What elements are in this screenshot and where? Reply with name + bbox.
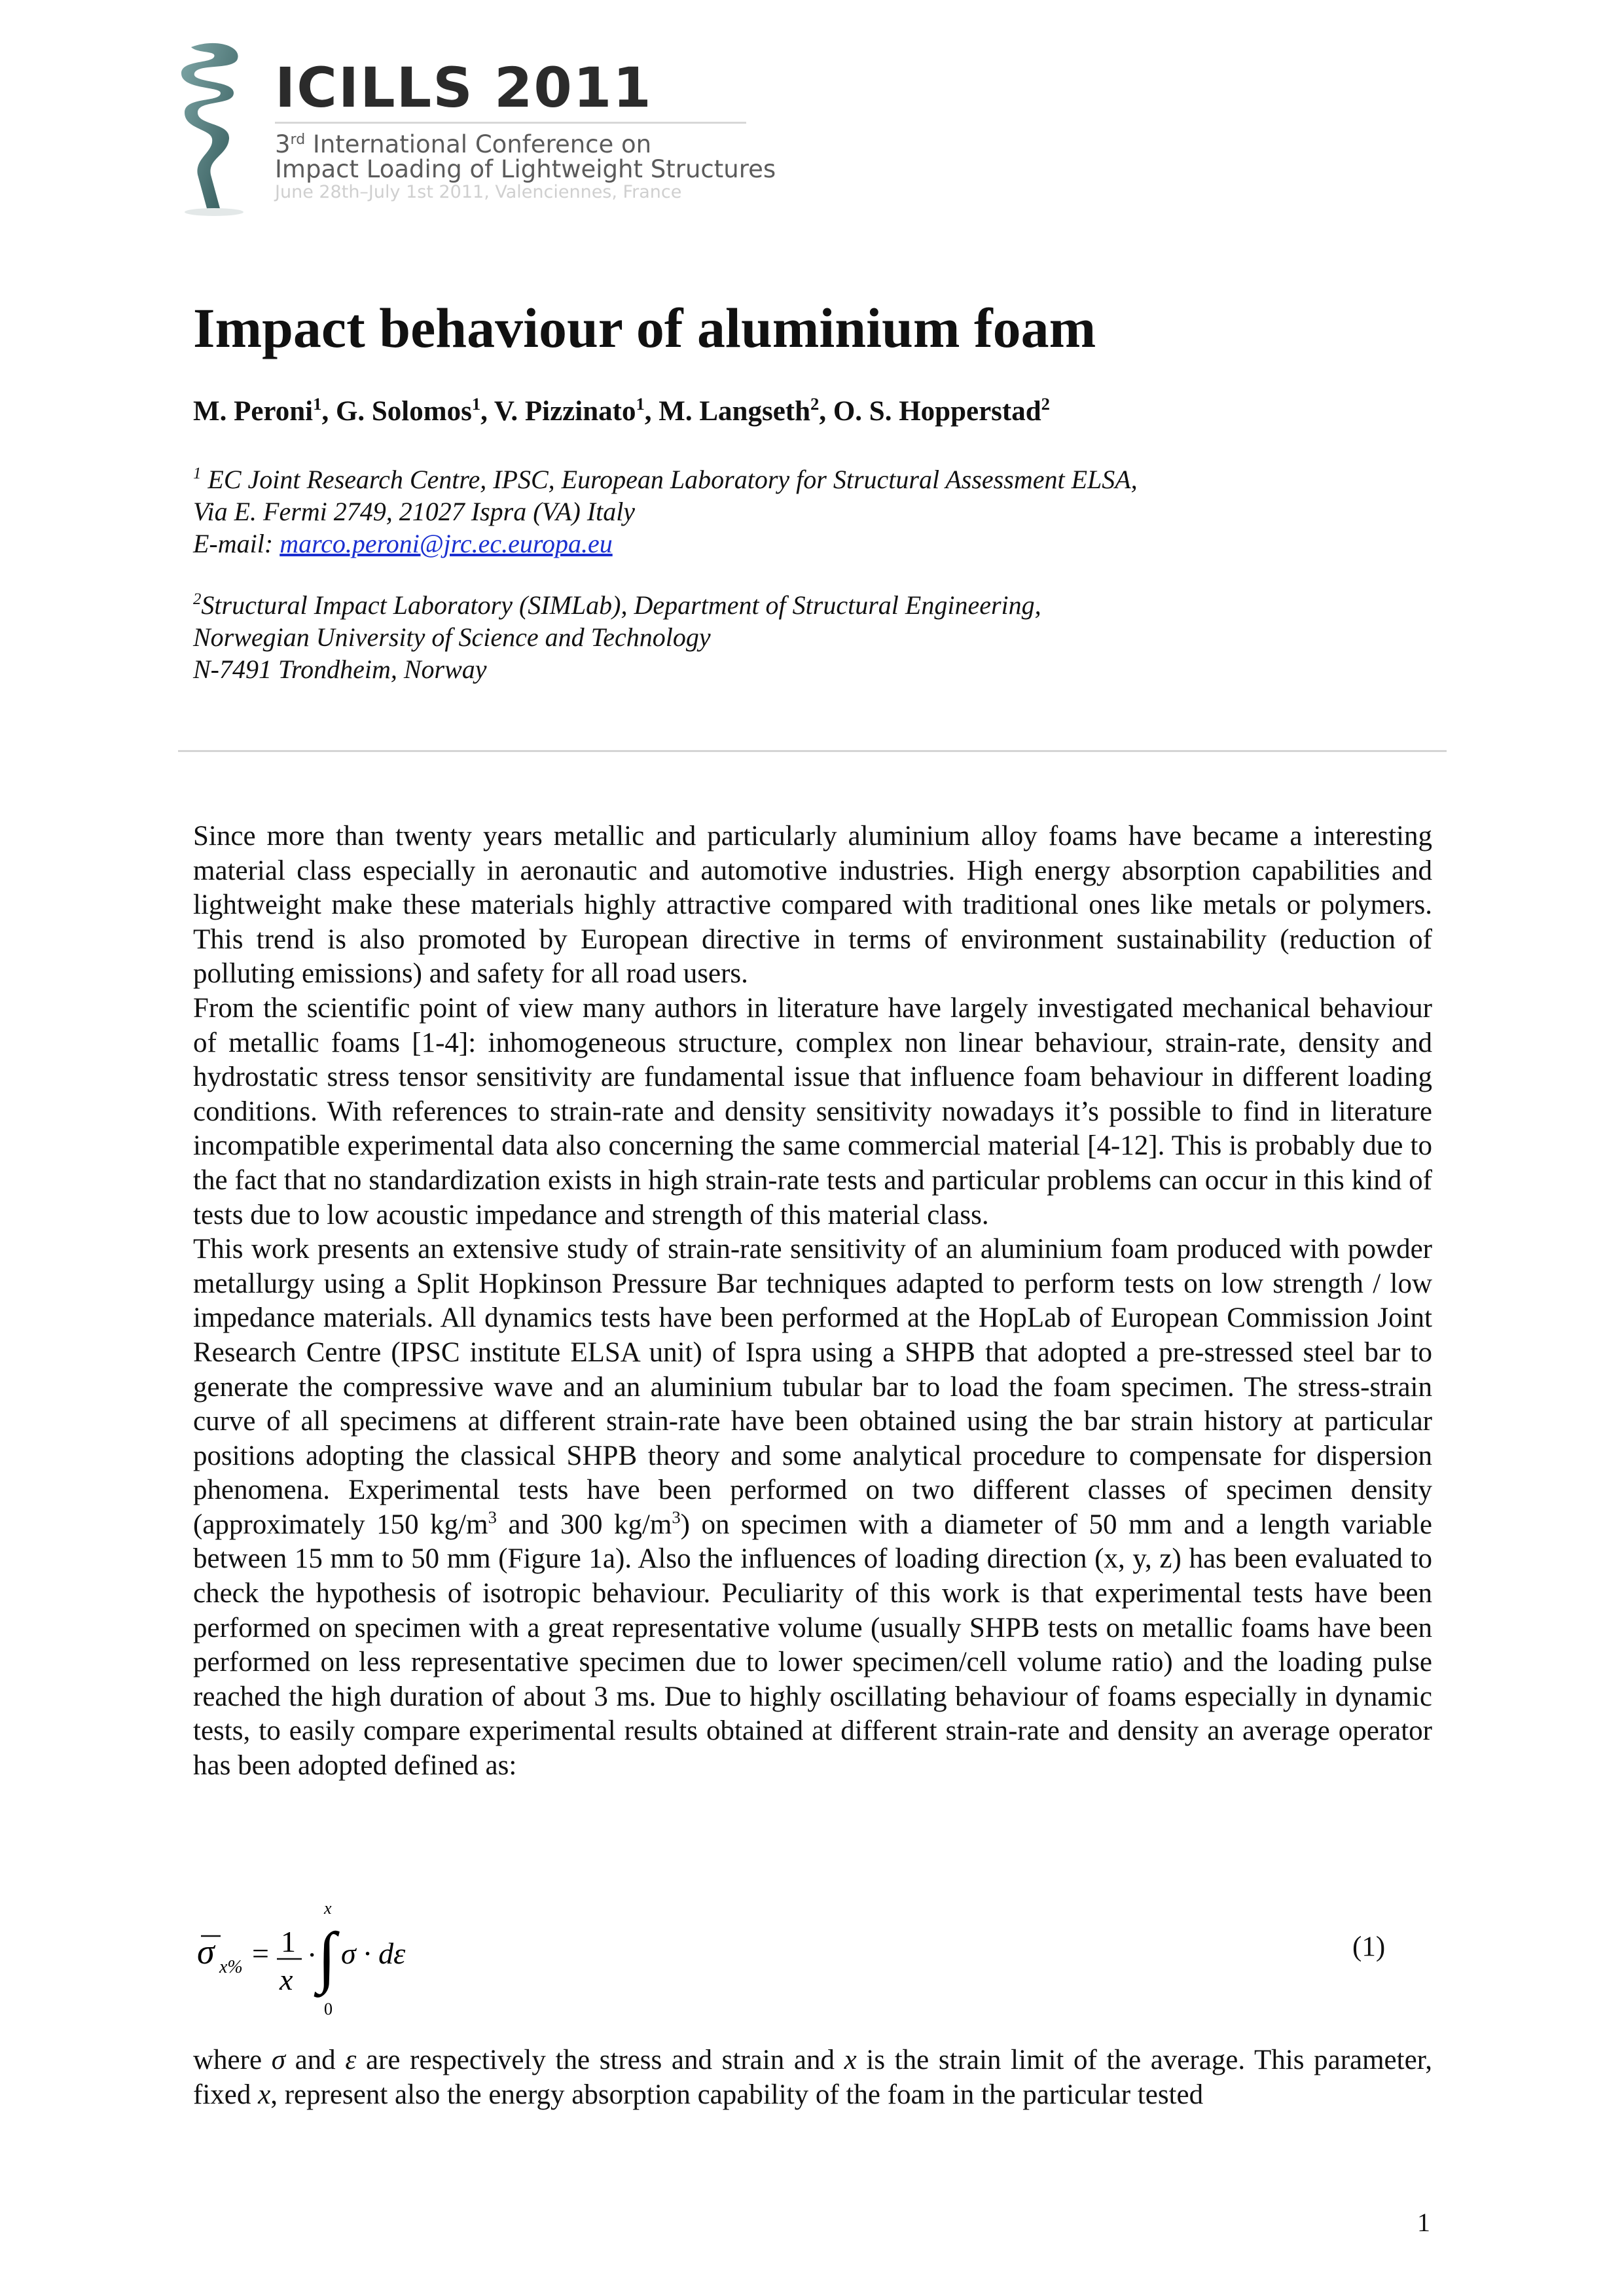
author: V. Pizzinato$^1$, [494, 394, 659, 427]
equation-number: (1) [1352, 1931, 1386, 1962]
eq-numerator: 1 [281, 1925, 296, 1958]
section-separator [178, 750, 1447, 752]
author: M. Peroni$^1$, [193, 394, 336, 427]
page-number: 1 [1417, 2208, 1430, 2237]
paper-title: Impact behaviour of aluminium foam [193, 296, 1096, 359]
conference-dates: June 28th–July 1st 2011, Valenciennes, France [275, 182, 682, 202]
author: G. Solomos$^1$, [335, 394, 494, 427]
eq-integral-sign: ∫ [317, 1919, 336, 1994]
paragraph: where σ and ε are respectively the stress and strain and x is the strain limit of the average. This parameter, fixed x, represent also the energy absorption capability of the foam in the particular tested [193, 2045, 1433, 2110]
eq-upper-limit: x [324, 1899, 332, 1918]
body-text [193, 819, 1432, 1784]
equation-1 [193, 1898, 1424, 2016]
author: M. Langseth$^2$, [659, 394, 833, 427]
eq-integrand: σ · dε [341, 1937, 406, 1970]
eq-dot: · [307, 1938, 317, 1971]
affiliation-2: $^2$Structural Impact Laboratory (SIMLab), Department of Structural Engineering, Norwegian University of Science and Technology N-7491 Trondheim, Norway [193, 590, 1041, 684]
author-list [193, 395, 1050, 427]
eq-denominator: x [280, 1963, 293, 1996]
email-link[interactable]: marco.peroni@jrc.ec.europa.eu [280, 529, 613, 558]
conference-logo-icon [171, 34, 263, 217]
conference-subtitle-line1: 3rd International Conference on [275, 130, 652, 158]
paragraph: This work presents an extensive study of strain-rate sensitivity of an aluminium foam produced with powder metallurgy using a Split Hopkinson Pressure Bar techniques adapted to perform tests on low strength / low impedance materials. All dynamics tests have been performed at the HopLab of European Commission Joint Research Centre (IPSC institute ELSA unit) of Ispra using a SHPB that adopted a pre-stressed steel bar to generate the compressive wave and an aluminium tubular bar to load the foam specimen. The stress-strain curve of all specimens at different strain-rate have been obtained using the bar strain history at particular positions adopting the classical SHPB theory and some analytical procedure to compensate for dispersion phenomena. Experimental tests have been performed on two different classes of specimen density (approximately 150 $kg/m^3$ and 300 $kg/m^3$) on specimen with a diameter of 50 mm and a length variable between 15 mm to 50 mm (Figure 1a). Also the influences of loading direction (x, y, z) has been evaluated to check the hypothesis of isotropic behaviour. Peculiarity of this work is that experimental tests have been performed on specimen with a great representative volume (usually SHPB tests on metallic foams have been performed on less representative specimen due to lower specimen/cell volume ratio) and the loading pulse reached the high duration of about 3 ms. Due to highly oscillating behaviour of foams especially in dynamic tests, to easily compare experimental results obtained at different strain-rate and density an average operator has been adopted defined as: [193, 1234, 1433, 1782]
paragraph: From the scientific point of view many authors in literature have largely investigated mechanical behaviour of metallic foams [1-4]: inhomogeneous structure, complex non linear behaviour, strain-rate, density and hydrostatic stress tensor sensitivity are fundamental issue that influence foam behaviour in different loading conditions. With references to strain-rate and density sensitivity nowadays it’s possible to find in literature incompatible experimental data also concerning the same commercial material [4-12]. This is probably due to the fact that no standardization exists in high strain-rate tests and particular problems can occur in this kind of tests due to low acoustic impedance and strength of this material class. [193, 992, 1432, 1230]
eq-equals: = [252, 1937, 269, 1970]
eq-lhs-subscript: x% [219, 1957, 243, 1977]
header-rule [275, 122, 746, 124]
paragraph: Since more than twenty years metallic and particularly aluminium alloy foams have became a interesting material class especially in aeronautic and automotive industries. High energy absorption capabilities and lightweight make these materials highly attractive compared with traditional ones like metals or polymers. This trend is also promoted by European directive in terms of environment sustainability (reduction of polluting emissions) and safety for all road users. [193, 821, 1432, 990]
author: O. S. Hopperstad$^2$ [833, 394, 1050, 427]
eq-lower-limit: 0 [324, 2000, 333, 2016]
post-equation-text [193, 2043, 1432, 2112]
conference-subtitle-line2: Impact Loading of Lightweight Structures [275, 155, 776, 183]
conference-name: ICILLS 2011 [275, 56, 653, 120]
affiliation-1: $^1$ EC Joint Research Centre, IPSC, European Laboratory for Structural Assessment ELSA, Via E. Fermi 2749, 21027 Ispra (VA) Italy E-mail: marco.peroni@jrc.ec.europa.eu [193, 465, 1138, 558]
eq-lhs-symbol: σ [197, 1932, 215, 1971]
